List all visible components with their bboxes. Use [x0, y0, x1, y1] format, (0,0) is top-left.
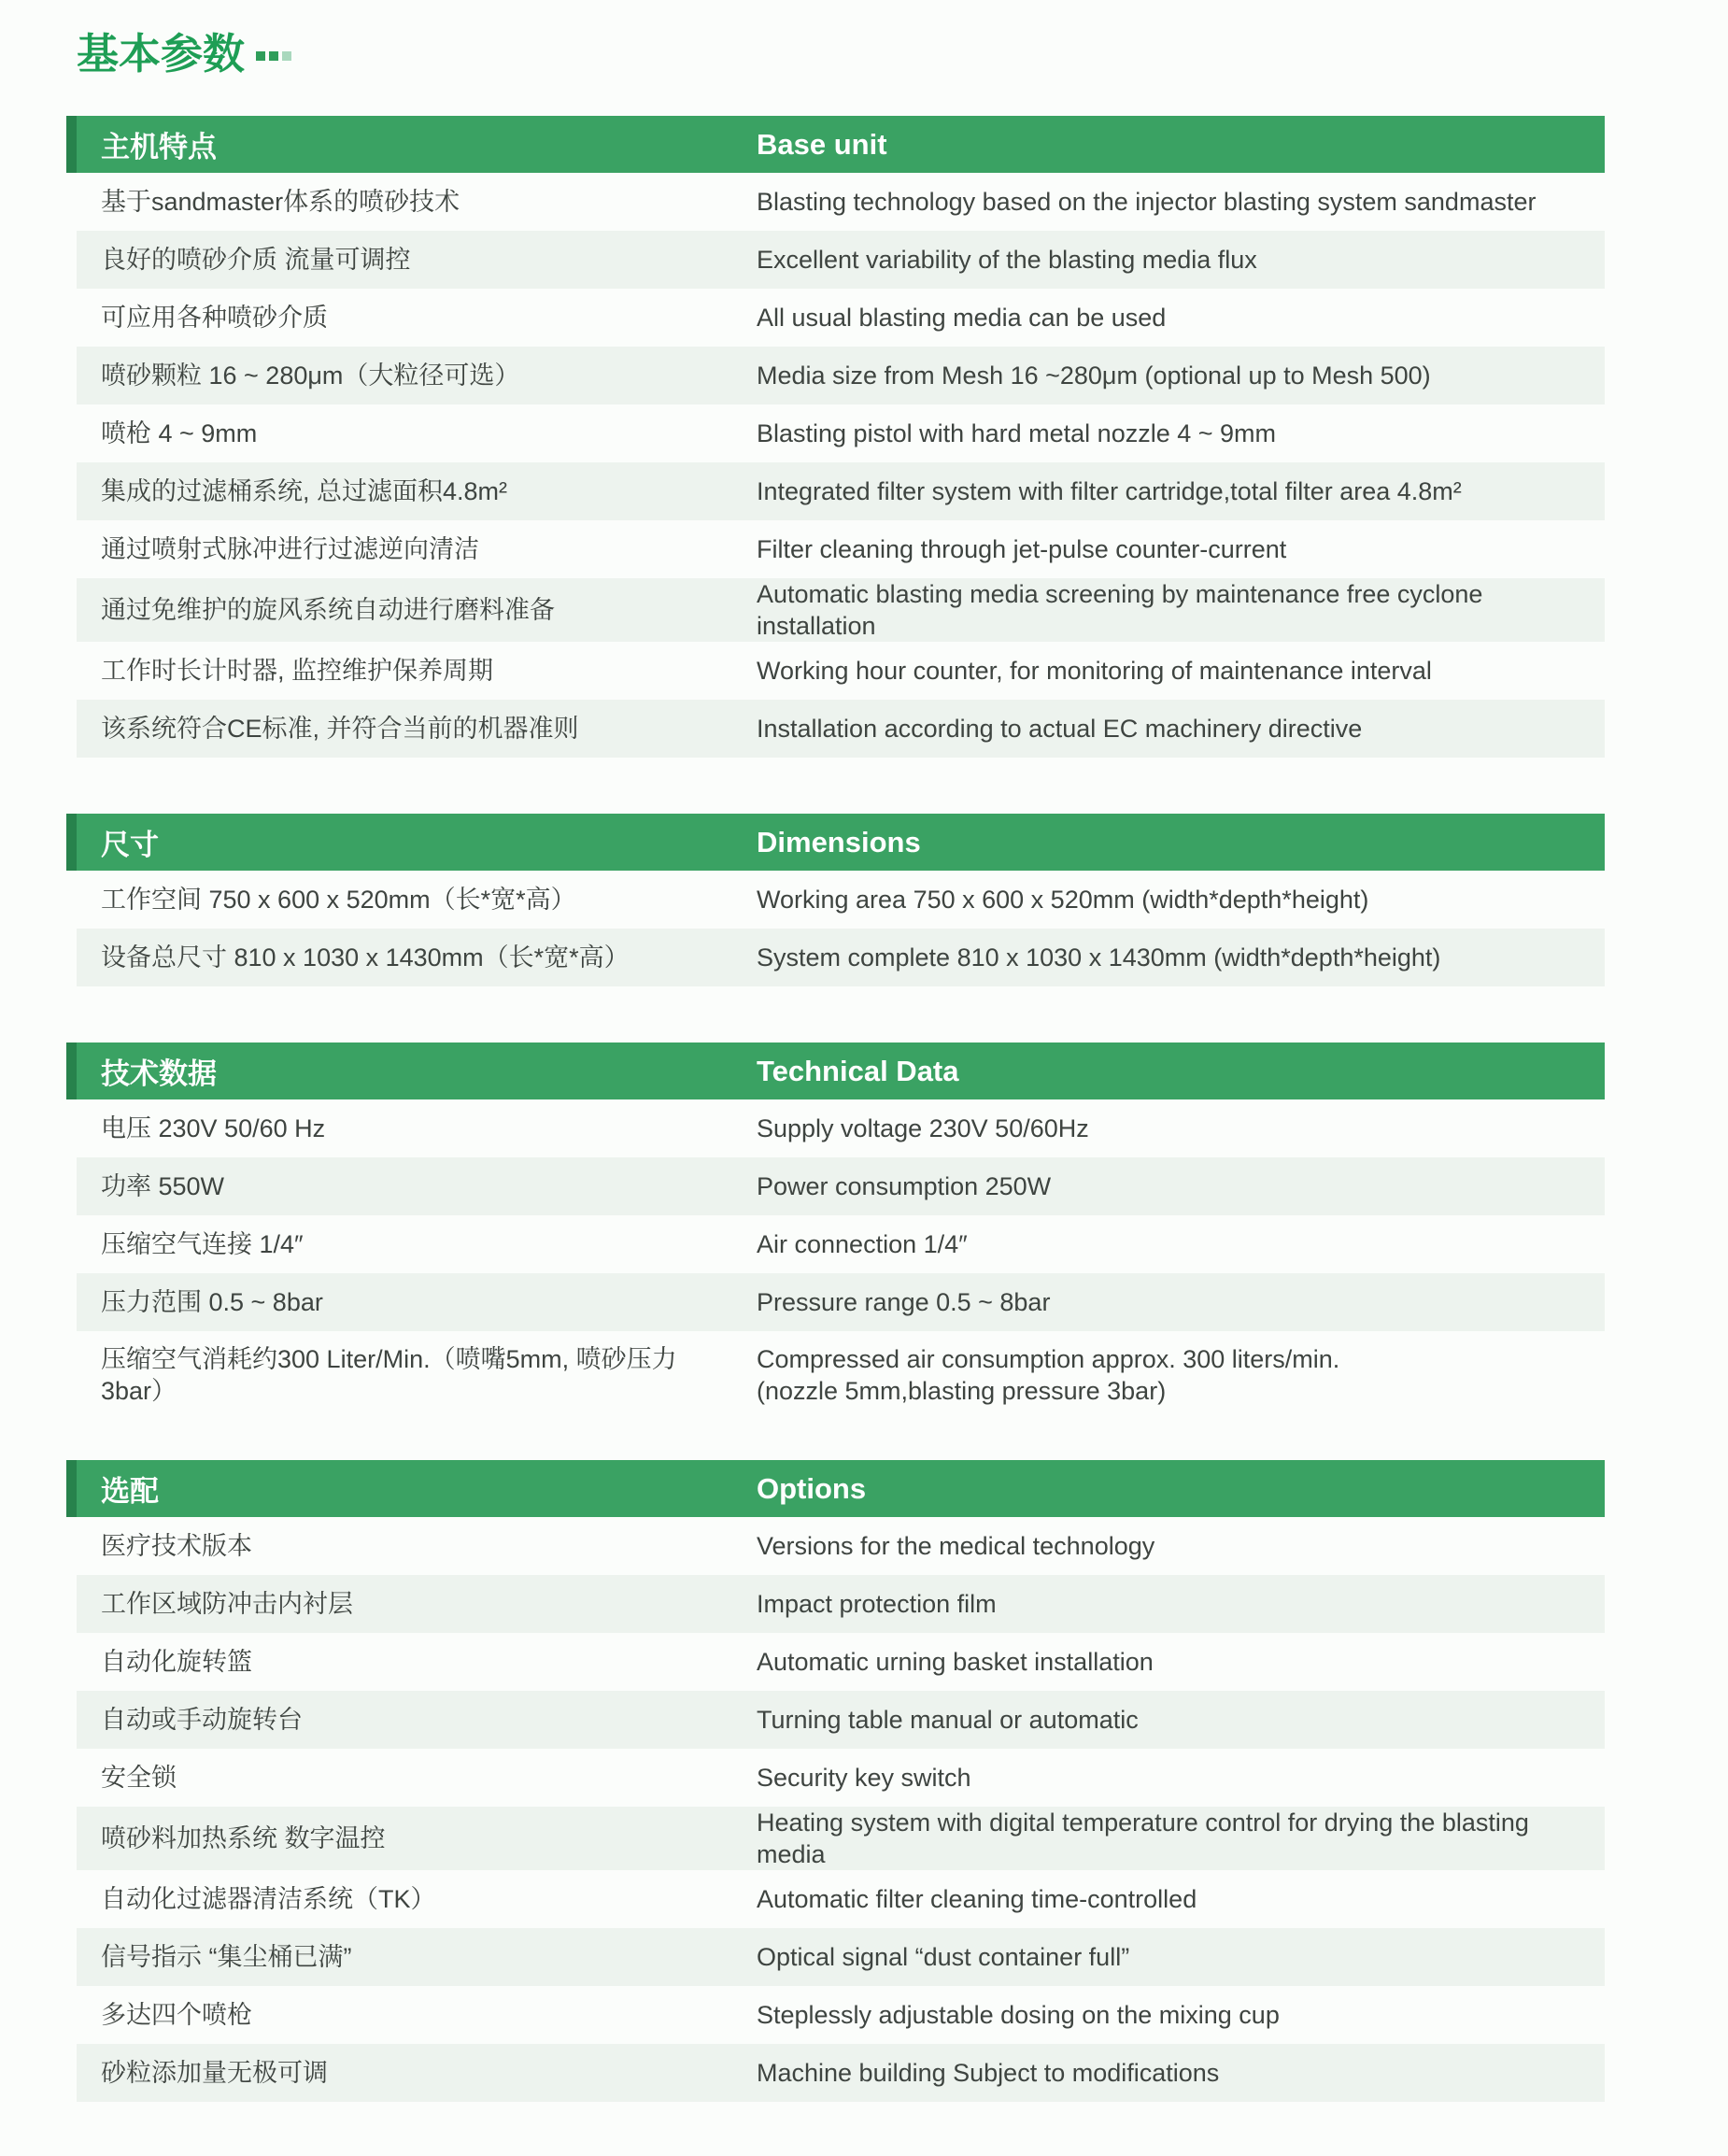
spec-cell-en-line1: Automatic filter cleaning time-controlled [757, 1885, 1197, 1913]
title-accent-square [282, 51, 291, 61]
table-row [77, 1517, 1605, 1575]
section-header-zh: 选配 [101, 1475, 159, 1508]
spec-cell-en [757, 1762, 1605, 1794]
spec-cell-zh: 良好的喷砂介质 流量可调控 [101, 246, 411, 274]
table-row [77, 578, 1605, 642]
spec-cell-en-line1: Heating system with digital temperature control for drying the blasting media [757, 1808, 1529, 1868]
spec-cell-en-line1: Automatic urning basket installation [757, 1648, 1154, 1676]
spec-cell-en-line1: Installation according to actual EC machinery directive [757, 715, 1363, 743]
spec-cell-en [757, 360, 1605, 391]
spec-cell-en [757, 1646, 1605, 1678]
table-row [77, 1807, 1605, 1870]
spec-cell-en-line1: Turning table manual or automatic [757, 1706, 1139, 1734]
spec-cell-en [757, 244, 1605, 276]
table-row [77, 1633, 1605, 1691]
page-title: 基本参数 [77, 29, 246, 78]
spec-cell-en [757, 1113, 1605, 1144]
spec-cell-zh: 工作时长计时器, 监控维护保养周期 [101, 657, 494, 685]
table-row [77, 1749, 1605, 1807]
spec-cell-zh: 通过喷射式脉冲进行过滤逆向清洁 [101, 535, 479, 563]
spec-cell-en [757, 1704, 1605, 1736]
spec-cell-en-line1: Working hour counter, for monitoring of maintenance interval [757, 657, 1432, 685]
spec-cell-zh: 压缩空气消耗约300 Liter/Min.（喷嘴5mm, 喷砂压力3bar） [101, 1345, 677, 1405]
section-rows [77, 871, 1605, 986]
spec-cell-en [757, 1343, 1605, 1407]
spec-cell-en-line1: Automatic blasting media screening by maintenance free cyclone installation [757, 580, 1483, 640]
spec-cell-en-line1: Filter cleaning through jet-pulse counter-current [757, 535, 1287, 563]
table-row [77, 700, 1605, 758]
spec-cell-en-line1: Supply voltage 230V 50/60Hz [757, 1114, 1089, 1142]
table-row [77, 2044, 1605, 2102]
spec-cell-en [757, 1807, 1605, 1870]
spec-cell-en-line1: Integrated filter system with filter cartridge,total filter area 4.8m² [757, 477, 1462, 505]
spec-cell-zh: 工作区域防冲击内衬层 [101, 1590, 353, 1618]
spec-cell-en [757, 2057, 1605, 2089]
section-header-en: Technical Data [757, 1054, 959, 1087]
spec-cell-en [757, 884, 1605, 915]
spec-cell-en-line1: Media size from Mesh 16 ~280μm (optional up to Mesh 500) [757, 362, 1431, 390]
table-row [77, 1273, 1605, 1331]
spec-cell-en-line1: Security key switch [757, 1764, 971, 1792]
spec-cell-en [757, 655, 1605, 687]
spec-cell-en-line1: Versions for the medical technology [757, 1532, 1155, 1560]
spec-cell-zh: 喷枪 4 ~ 9mm [101, 419, 258, 447]
page-title-row [77, 24, 1728, 82]
section-header-en: Base unit [757, 127, 887, 161]
spec-cell-en [757, 942, 1605, 973]
spec-cell-en-line1: All usual blasting media can be used [757, 304, 1167, 332]
section-header [66, 116, 1605, 173]
spec-cell-en-line1: Working area 750 x 600 x 520mm (width*depth*height) [757, 886, 1369, 914]
spec-cell-en-line1: System complete 810 x 1030 x 1430mm (width*depth*height) [757, 943, 1441, 972]
section-header-en: Dimensions [757, 825, 921, 858]
spec-cell-en-line1: Pressure range 0.5 ~ 8bar [757, 1288, 1051, 1316]
spec-cell-zh: 信号指示 “集尘桶已满” [101, 1943, 352, 1971]
table-row [77, 1575, 1605, 1633]
spec-cell-zh: 喷砂料加热系统 数字温控 [101, 1824, 386, 1852]
spec-cell-en [757, 1588, 1605, 1620]
spec-cell-en-line1: Blasting pistol with hard metal nozzle 4 ~ 9mm [757, 419, 1277, 447]
spec-cell-zh: 医疗技术版本 [101, 1532, 252, 1560]
spec-cell-en [757, 533, 1605, 565]
table-row [77, 231, 1605, 289]
spec-cell-zh: 砂粒添加量无极可调 [101, 2059, 328, 2087]
table-row [77, 1157, 1605, 1215]
spec-cell-en [757, 578, 1605, 642]
section-rows [77, 1517, 1605, 2102]
spec-cell-zh: 功率 550W [101, 1172, 225, 1200]
spec-section [77, 1043, 1605, 1419]
spec-cell-en-line1: Machine building Subject to modifications [757, 2059, 1220, 2087]
spec-cell-en-line1: Compressed air consumption approx. 300 liters/min. [757, 1345, 1340, 1373]
table-row [77, 1870, 1605, 1928]
table-row [77, 347, 1605, 404]
spec-cell-en [757, 1883, 1605, 1915]
spec-cell-zh: 压缩空气连接 1/4″ [101, 1230, 304, 1258]
table-row [77, 520, 1605, 578]
spec-cell-zh: 基于sandmaster体系的喷砂技术 [101, 188, 460, 216]
spec-cell-en [757, 1286, 1605, 1318]
spec-cell-en [757, 1999, 1605, 2031]
spec-cell-zh: 工作空间 750 x 600 x 520mm（长*宽*高） [101, 886, 576, 914]
section-rows [77, 1099, 1605, 1419]
title-accent-square [256, 51, 265, 61]
spec-cell-en [757, 475, 1605, 507]
spec-cell-en-line2: (nozzle 5mm,blasting pressure 3bar) [757, 1377, 1167, 1405]
spec-cell-zh: 通过免维护的旋风系统自动进行磨料准备 [101, 596, 555, 624]
table-row [77, 1215, 1605, 1273]
spec-cell-zh: 安全锁 [101, 1764, 177, 1792]
spec-cell-zh: 集成的过滤桶系统, 总过滤面积4.8m² [101, 477, 508, 505]
table-row [77, 871, 1605, 929]
spec-cell-en-line1: Optical signal “dust container full” [757, 1943, 1130, 1971]
spec-cell-zh: 自动或手动旋转台 [101, 1706, 303, 1734]
section-header [66, 814, 1605, 871]
spec-cell-en-line1: Impact protection film [757, 1590, 997, 1618]
spec-section [77, 1460, 1605, 2102]
table-row [77, 642, 1605, 700]
table-row [77, 1986, 1605, 2044]
section-header [66, 1043, 1605, 1099]
spec-cell-en-line1: Air connection 1/4″ [757, 1230, 968, 1258]
spec-section [77, 116, 1605, 758]
section-header-zh: 主机特点 [101, 131, 217, 163]
table-row [77, 1099, 1605, 1157]
spec-cell-en-line1: Steplessly adjustable dosing on the mixing cup [757, 2001, 1280, 2029]
table-row [77, 289, 1605, 347]
table-row [77, 173, 1605, 231]
spec-cell-zh: 自动化旋转篮 [101, 1648, 252, 1676]
spec-cell-zh: 可应用各种喷砂介质 [101, 304, 328, 332]
spec-cell-en [757, 186, 1605, 218]
spec-cell-zh: 该系统符合CE标准, 并符合当前的机器准则 [101, 715, 579, 743]
spec-tables [77, 116, 1605, 2102]
title-accent-square [269, 51, 278, 61]
section-header-zh: 技术数据 [101, 1057, 217, 1090]
table-row [77, 1928, 1605, 1986]
spec-cell-zh: 喷砂颗粒 16 ~ 280μm（大粒径可选） [101, 362, 520, 390]
spec-cell-zh: 压力范围 0.5 ~ 8bar [101, 1288, 323, 1316]
table-row [77, 929, 1605, 986]
spec-cell-en [757, 1941, 1605, 1973]
section-header-zh: 尺寸 [101, 829, 159, 861]
spec-cell-en [757, 418, 1605, 449]
spec-cell-zh: 设备总尺寸 810 x 1030 x 1430mm（长*宽*高） [101, 943, 630, 972]
spec-cell-zh: 自动化过滤器清洁系统（TK） [101, 1885, 436, 1913]
spec-cell-en [757, 302, 1605, 333]
spec-cell-en-line1: Blasting technology based on the injector blasting system sandmaster [757, 188, 1537, 216]
table-row [77, 404, 1605, 462]
spec-cell-en [757, 1170, 1605, 1202]
spec-cell-zh: 多达四个喷枪 [101, 2001, 252, 2029]
title-accent-squares [256, 51, 291, 61]
table-row [77, 1331, 1605, 1419]
spec-cell-zh: 电压 230V 50/60 Hz [101, 1114, 326, 1142]
spec-cell-en-line1: Power consumption 250W [757, 1172, 1052, 1200]
section-header-en: Options [757, 1471, 867, 1505]
spec-cell-en [757, 1530, 1605, 1562]
spec-cell-en-line1: Excellent variability of the blasting media flux [757, 246, 1257, 274]
spec-section [77, 814, 1605, 986]
table-row [77, 1691, 1605, 1749]
section-header [66, 1460, 1605, 1517]
spec-cell-en [757, 713, 1605, 745]
section-rows [77, 173, 1605, 758]
table-row [77, 462, 1605, 520]
spec-cell-en [757, 1228, 1605, 1260]
